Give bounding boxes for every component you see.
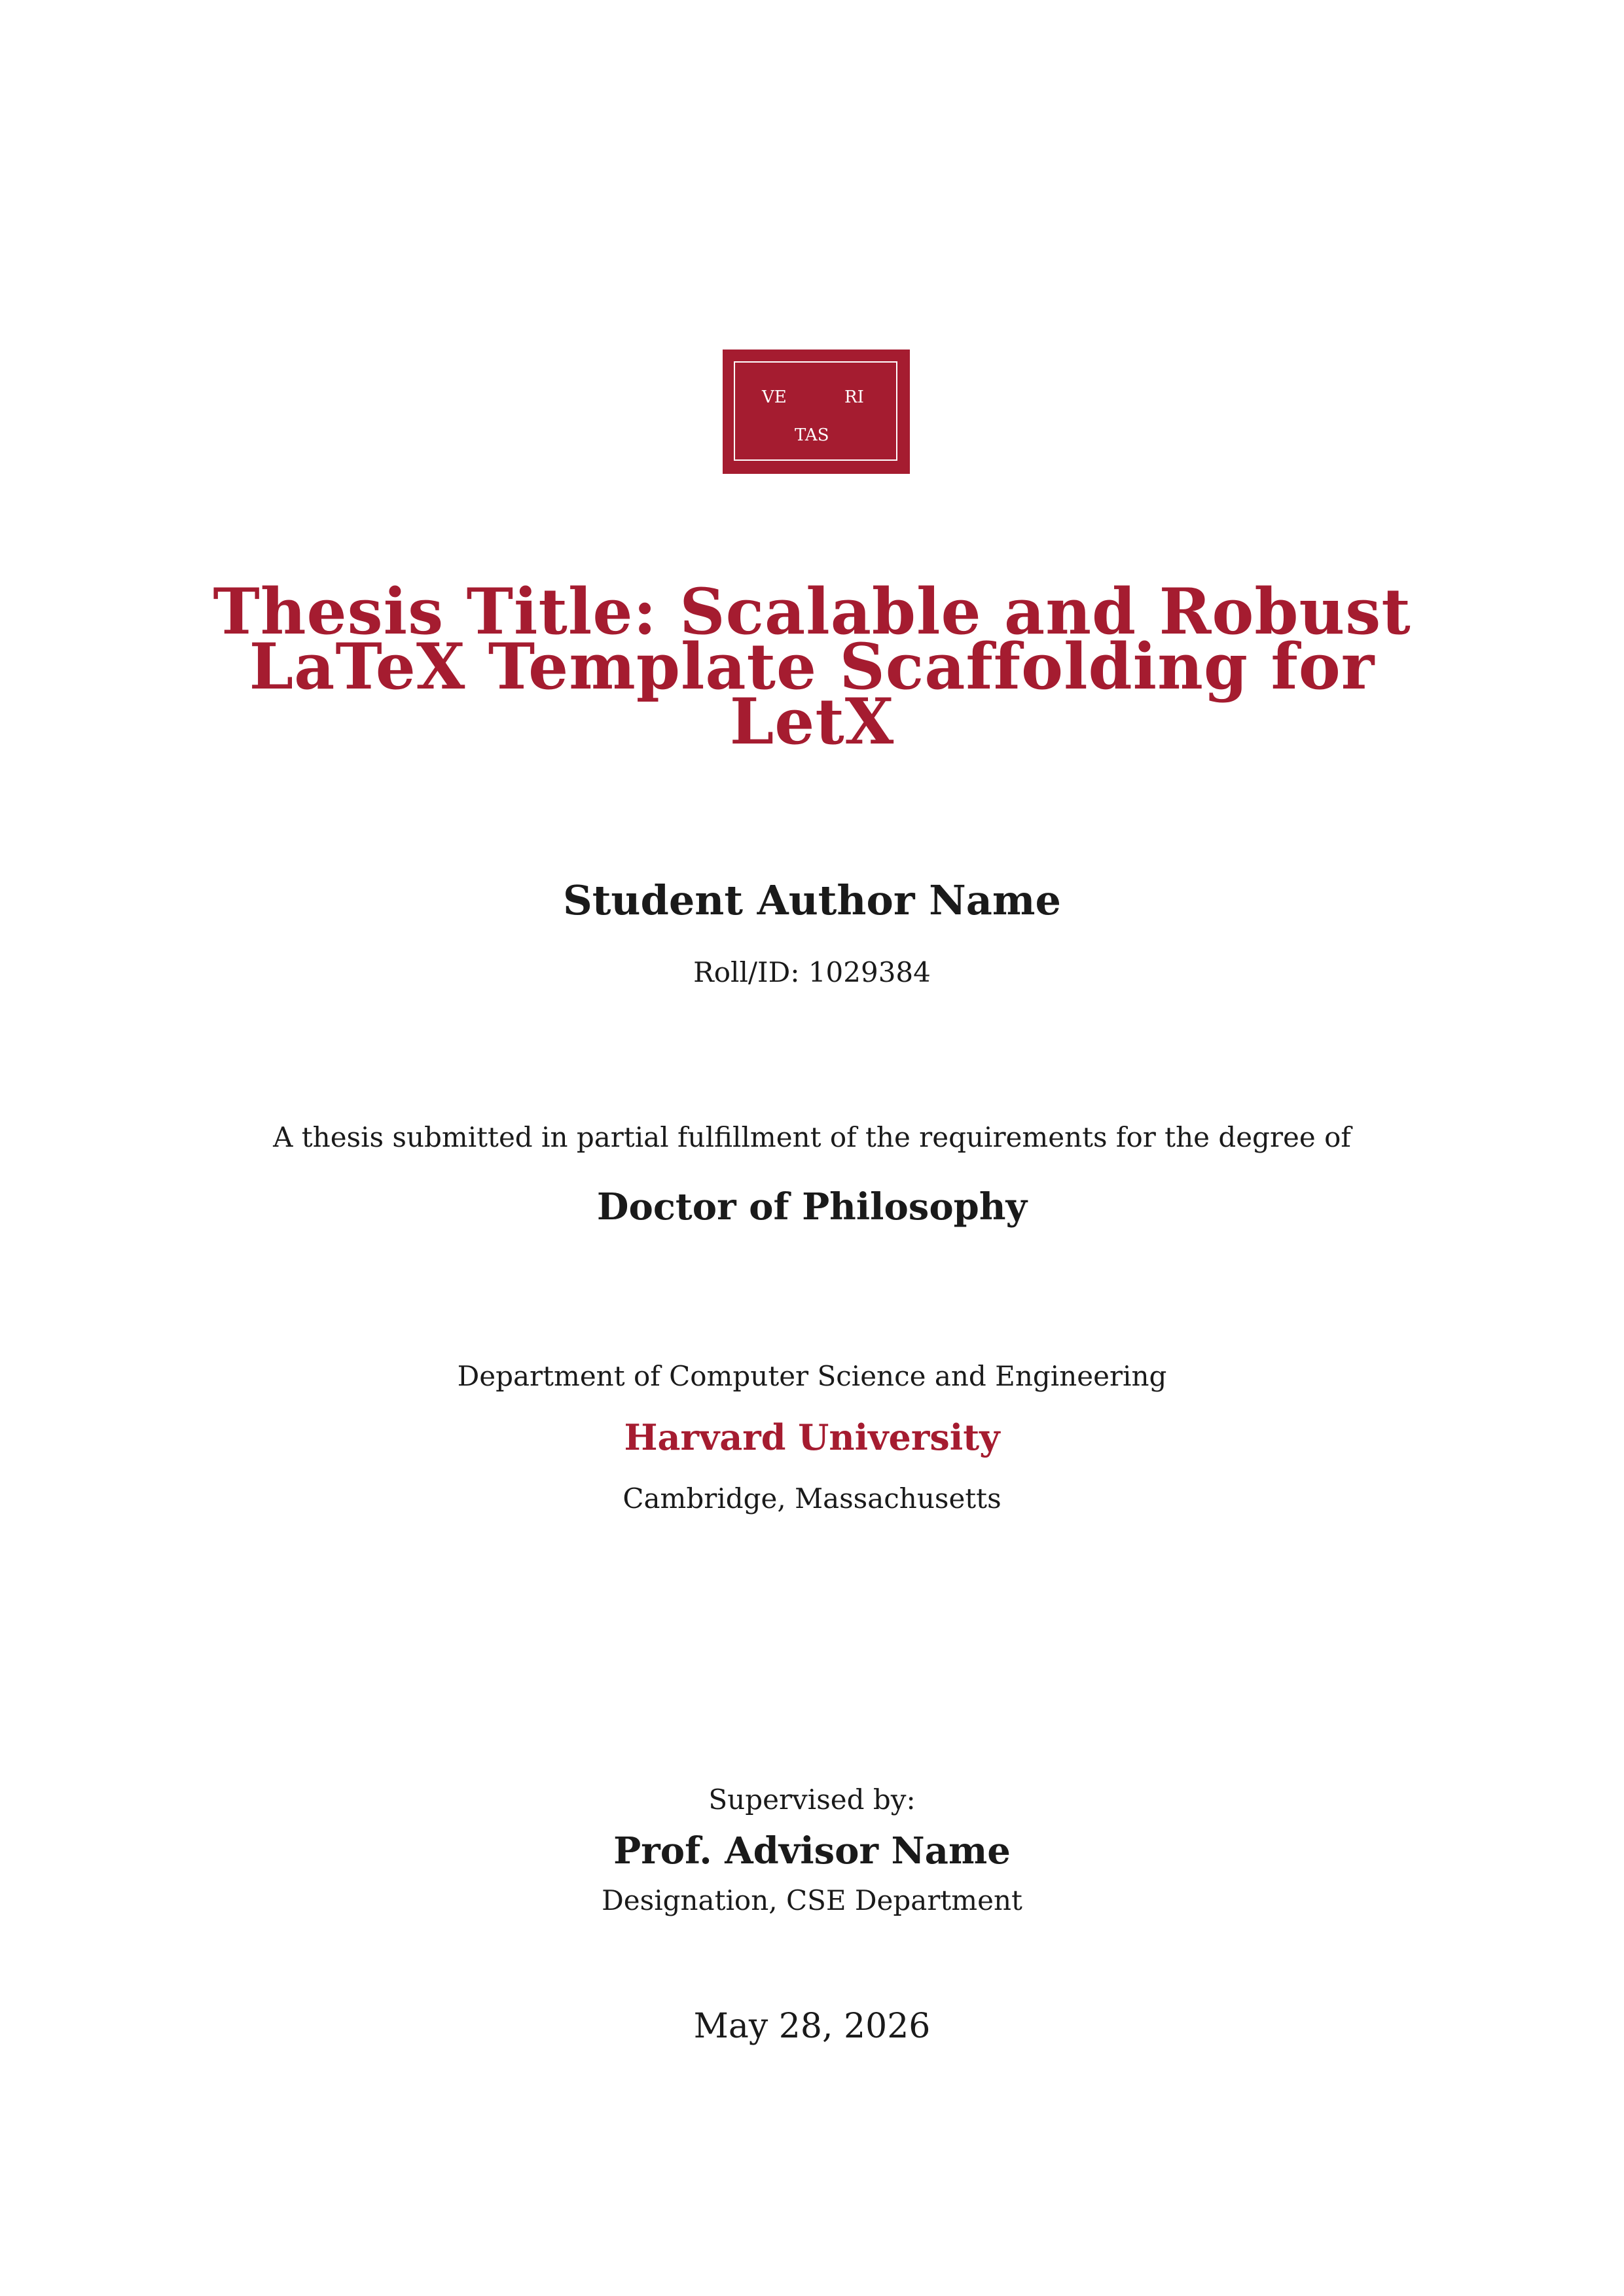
author-name: Student Author Name bbox=[563, 876, 1061, 924]
advisor-name: Prof. Advisor Name bbox=[613, 1829, 1011, 1873]
seal-text-ve: VE bbox=[762, 387, 787, 407]
thesis-title bbox=[0, 575, 1624, 759]
thesis-title-line-1: Thesis Title: Scalable and Robust bbox=[213, 575, 1411, 649]
university-location: Cambridge, Massachusetts bbox=[623, 1482, 1001, 1515]
university-seal-logo bbox=[723, 350, 910, 474]
department-name: Department of Computer Science and Engineering bbox=[457, 1360, 1167, 1392]
university-name: Harvard University bbox=[624, 1416, 1000, 1458]
advisor-designation: Designation, CSE Department bbox=[602, 1884, 1022, 1916]
degree-name: Doctor of Philosophy bbox=[596, 1185, 1028, 1229]
seal-text-ri: RI bbox=[844, 387, 864, 407]
thesis-title-line-2: LaTeX Template Scaffolding for bbox=[249, 630, 1375, 704]
thesis-title-line-3: LetX bbox=[729, 685, 895, 759]
submission-statement: A thesis submitted in partial fulfillment of the requirements for the degree of bbox=[273, 1121, 1351, 1153]
seal-text-tas: TAS bbox=[795, 425, 829, 445]
seal-frame bbox=[734, 361, 897, 461]
supervised-by-label: Supervised by: bbox=[708, 1784, 916, 1816]
author-roll-id: Roll/ID: 1029384 bbox=[693, 956, 931, 988]
submission-date: May 28, 2026 bbox=[693, 2007, 931, 2046]
